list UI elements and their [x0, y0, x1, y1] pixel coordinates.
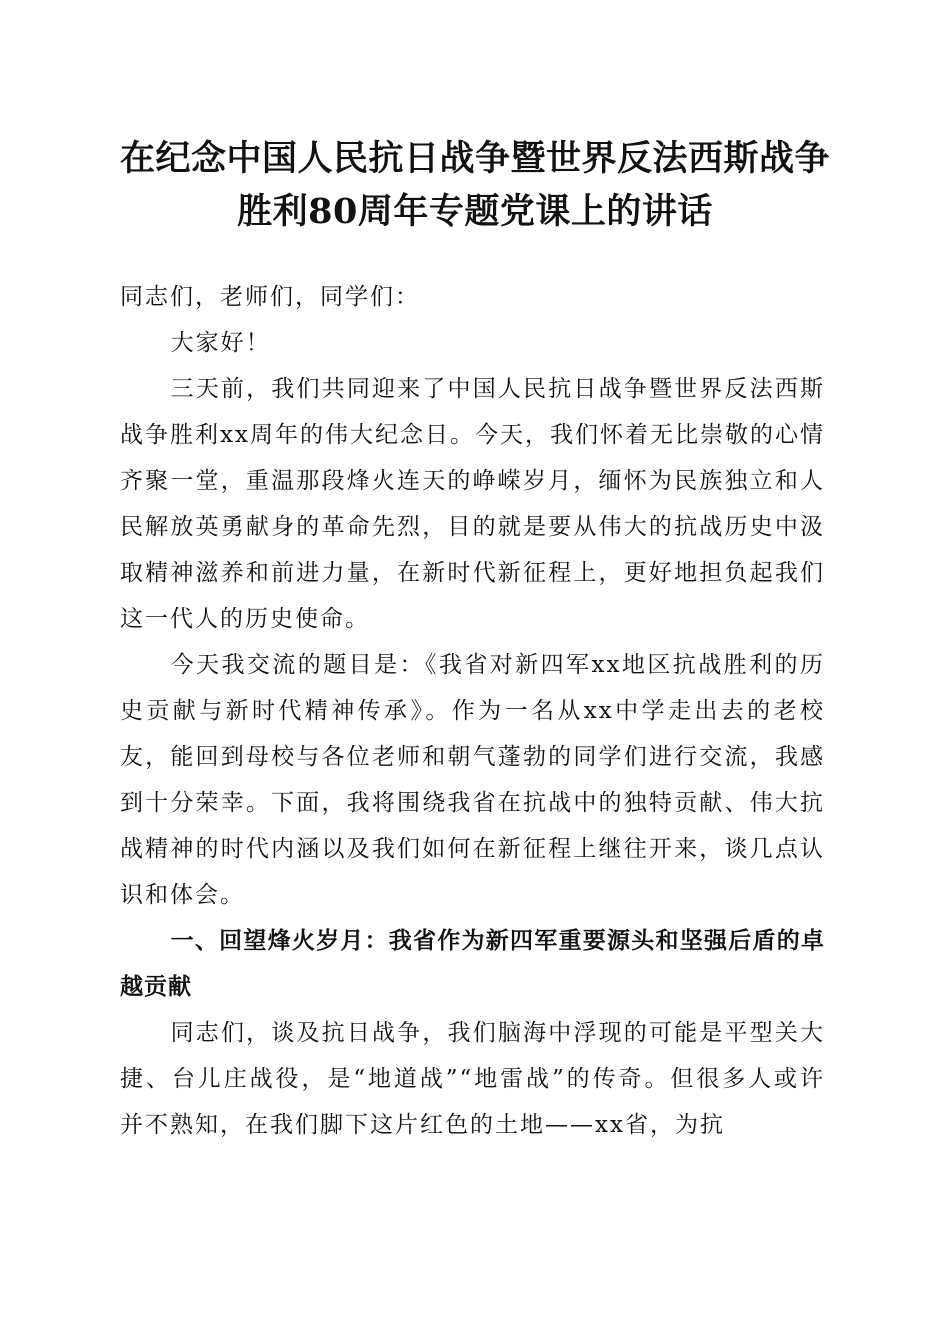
greeting: 大家好！: [170, 330, 271, 356]
paragraph-1: 三天前，我们共同迎来了中国人民抗日战争暨世界反法西斯战争胜利xx周年的伟大纪念日。今天，我们怀着无比崇敬的心情齐聚一堂，重温那段烽火连天的峥嵘岁月，缅怀为民族独立和人民解放英勇献身的革命先烈，目的就是要从伟大的抗战历史中汲取精神滋养和前进力量，在新时代新征程上，更好地担负起我们这一代人的历史使命。: [120, 376, 825, 632]
title-line-1: 在纪念中国人民抗日战争暨世界反法西斯战争: [119, 138, 830, 179]
salutation: 同志们，老师们，同学们：: [120, 284, 420, 310]
title-line-2: 胜利80周年专题党课上的讲话: [237, 191, 713, 232]
section-paragraph: 同志们，谈及抗日战争，我们脑海中浮现的可能是平型关大捷、台儿庄战役，是“地道战”“地雷战”的传奇。但很多人或许并不熟知，在我们脚下这片红色的土地——xx省，为抗: [120, 1020, 825, 1138]
paragraph-2: 今天我交流的题目是：《我省对新四军xx地区抗战胜利的历史贡献与新时代精神传承》。作为一名从xx中学走出去的老校友，能回到母校与各位老师和朝气蓬勃的同学们进行交流，我感到十分荣幸。下面，我将围绕我省在抗战中的独特贡献、伟大抗战精神的时代内涵以及我们如何在新征程上继往开来，谈几点认识和体会。: [120, 652, 825, 908]
section-heading: 一、回望烽火岁月：我省作为新四军重要源头和坚强后盾的卓越贡献: [120, 928, 825, 1000]
document-body: [120, 274, 825, 1148]
document-title: [100, 132, 850, 238]
